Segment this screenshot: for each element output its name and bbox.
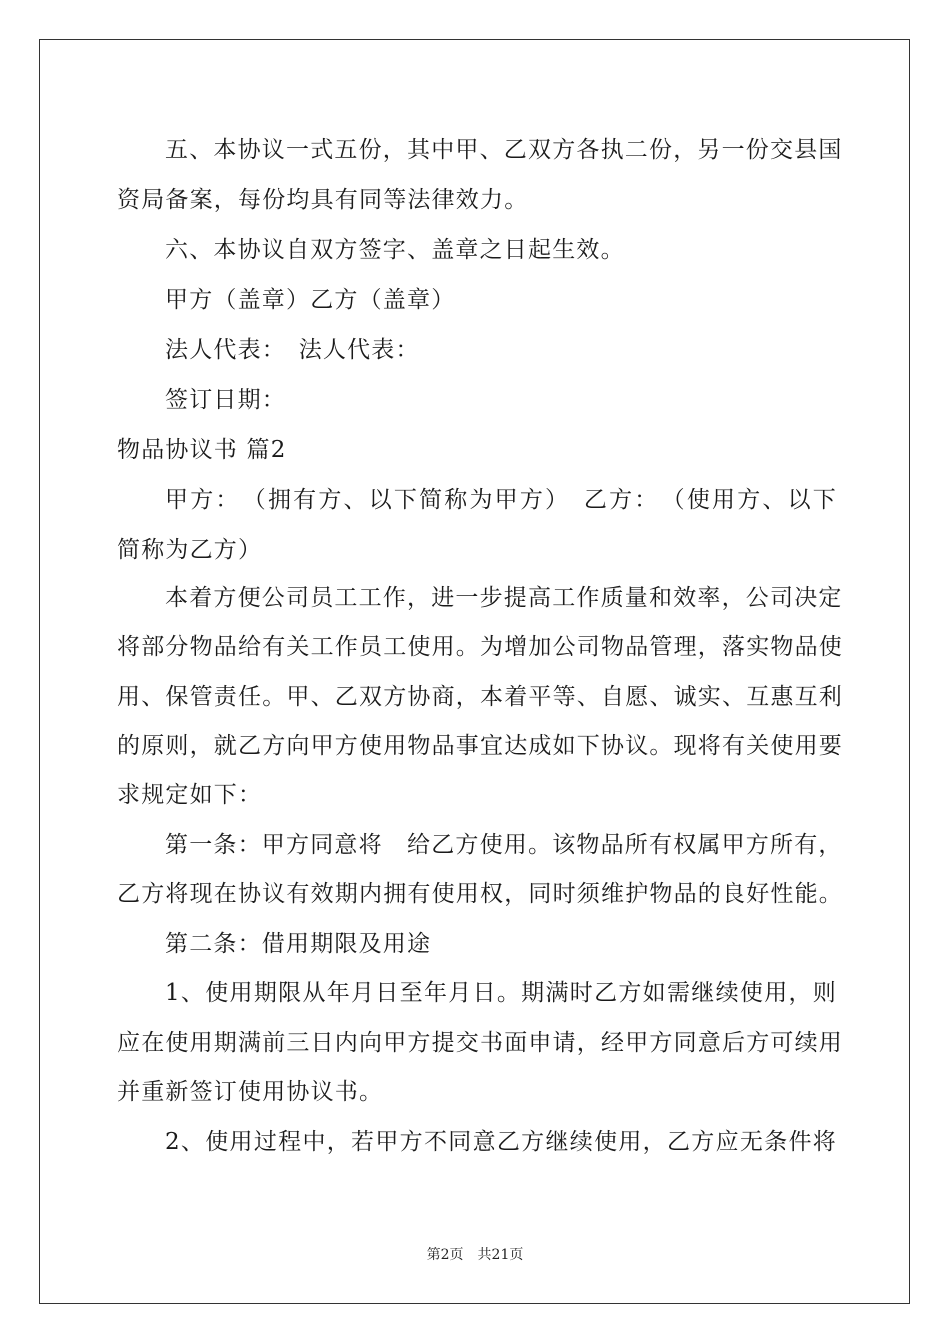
intro-line-1: 本着方便公司员工工作，进一步提高工作质量和效率，公司决定 (165, 585, 843, 611)
article-2-heading: 第二条：借用期限及用途 (165, 931, 432, 957)
parties-line-2: 简称为乙方） (117, 537, 263, 563)
intro-line-2: 将部分物品给有关工作员工使用。为增加公司物品管理，落实物品使 (117, 634, 843, 660)
article-1-line-1: 第一条：甲方同意将 给乙方使用。该物品所有权属甲方所有， (165, 832, 843, 858)
item-1-line-2: 应在使用期满前三日内向甲方提交书面申请，经甲方同意后方可续用 (117, 1030, 843, 1056)
section-heading: 物品协议书 篇2 (117, 437, 287, 463)
intro-line-3: 用、保管责任。甲、乙双方协商，本着平等、自愿、诚实、互惠互利 (117, 684, 843, 710)
clause-6: 六、本协议自双方签字、盖章之日起生效。 (165, 237, 625, 263)
parties-line-1: 甲方： （拥有方、以下简称为甲方） 乙方： （使用方、以下 (165, 487, 837, 513)
intro-line-5: 求规定如下： (117, 782, 263, 808)
legal-representatives: 法人代表： 法人代表： (165, 337, 420, 363)
clause-5-line-2: 资局备案，每份均具有同等法律效力。 (117, 187, 529, 213)
item-1-line-3: 并重新签订使用协议书。 (117, 1079, 384, 1105)
clause-5-line-1: 五、本协议一式五份，其中甲、乙双方各执二份，另一份交县国 (165, 137, 843, 163)
page-border (39, 39, 910, 1304)
item-2-line-1: 2、使用过程中，若甲方不同意乙方继续使用，乙方应无条件将 (165, 1129, 837, 1155)
item-1-line-1: 1、使用期限从年月日至年月日。期满时乙方如需继续使用，则 (165, 980, 837, 1006)
intro-line-4: 的原则，就乙方向甲方使用物品事宜达成如下协议。现将有关使用要 (117, 733, 843, 759)
signing-date: 签订日期： (165, 387, 286, 413)
page-number: 第2页 共21页 (426, 1247, 524, 1263)
signature-parties: 甲方（盖章）乙方（盖章） (165, 287, 456, 313)
article-1-line-2: 乙方将现在协议有效期内拥有使用权，同时须维护物品的良好性能。 (117, 881, 843, 907)
